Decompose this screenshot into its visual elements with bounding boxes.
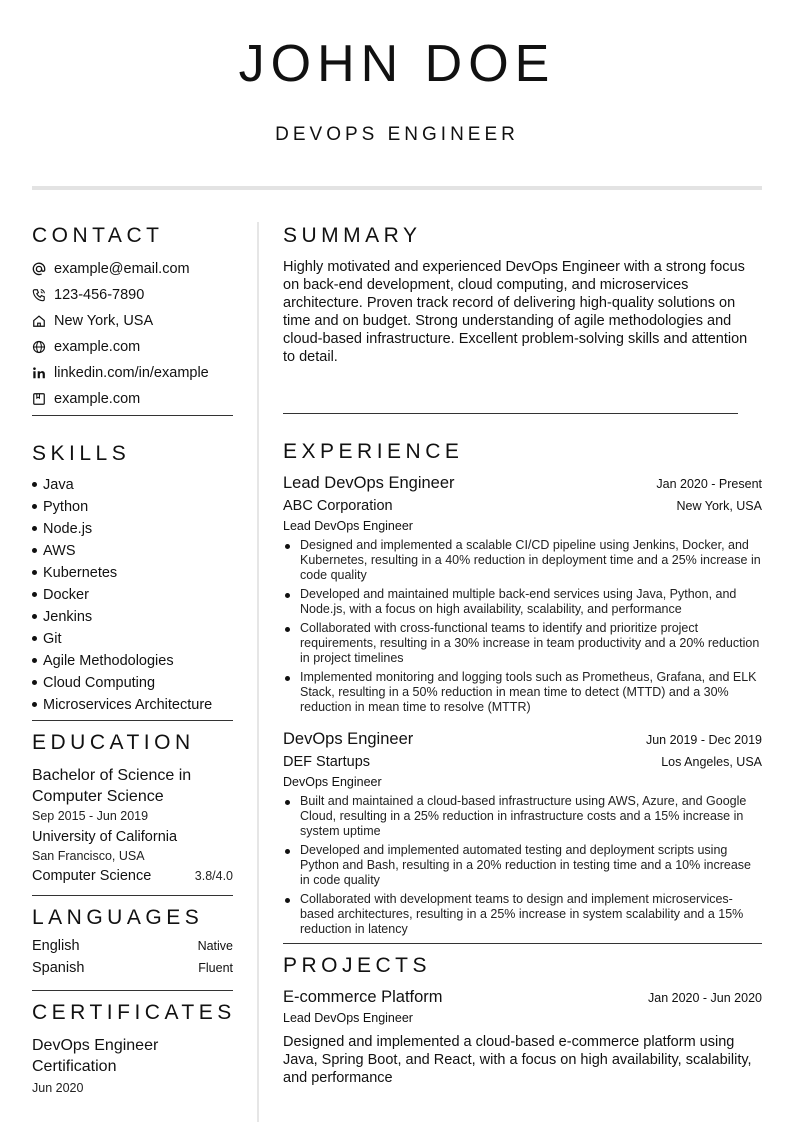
project-name: E-commerce Platform [283,988,443,1006]
job-dates: Jun 2019 - Dec 2019 [645,733,762,747]
job-bullets [283,794,762,937]
skill-item: Docker [32,584,233,606]
skill-item: Java [32,474,233,496]
contact-list [32,256,233,412]
language-name: English [32,938,80,954]
skill-item: Agile Methodologies [32,650,233,672]
job-bullet: Developed and maintained multiple back-end services using Java, Python, and Node.js, with a focus on high availability, scalability, and performance [283,587,762,617]
contact-heading: CONTACT [32,224,164,247]
language-name: Spanish [32,960,85,976]
globe-icon [32,340,46,354]
project-description: Designed and implemented a cloud-based e-commerce platform using Java, Spring Boot, and React, with a focus on high availability, scalability, and performance [283,1034,752,1086]
education-field: Computer Science [32,868,152,884]
skill-item: Kubernetes [32,562,233,584]
job-title-header: DEVOPS ENGINEER [275,124,519,145]
job-location: New York, USA [676,499,762,513]
job-role: DevOps Engineer [283,775,382,789]
language-row [32,938,233,960]
language-level: Fluent [198,961,233,975]
certificates-heading: CERTIFICATES [32,1001,236,1024]
experience-section [283,438,762,944]
phone-icon [32,288,46,302]
project-dates: Jan 2020 - Jun 2020 [648,991,762,1005]
job-bullet: Collaborated with development teams to design and implement microservices-based architectures, resulting in a 25% increase in system scalability and a 15% reduction in latency [283,892,762,937]
skills-section [32,440,233,721]
contact-website[interactable] [32,334,233,360]
contact-portfolio[interactable] [32,386,233,412]
skills-divider [32,720,233,721]
skill-item: Cloud Computing [32,672,233,694]
certificate-name: DevOps Engineer Certification [32,1037,159,1075]
job-role: Lead DevOps Engineer [283,519,413,533]
skill-item: Jenkins [32,606,233,628]
project-role: Lead DevOps Engineer [283,1011,413,1025]
certificates-section [32,999,236,1097]
languages-divider [32,990,233,991]
education-field-row [32,865,233,887]
column-divider [257,222,259,1122]
linkedin-icon [32,366,46,380]
job-bullet: Designed and implemented a scalable CI/CD pipeline using Jenkins, Docker, and Kubernetes, resulting in a 40% reduction in deployment time and a 25% increase in code quality [283,538,762,583]
job-entry [283,472,762,715]
job-entry [283,728,762,937]
education-gpa: 3.8/4.0 [194,869,233,883]
experience-heading: EXPERIENCE [283,440,464,463]
contact-portfolio-text: example.com [54,391,141,407]
projects-section [283,952,762,1087]
summary-heading: SUMMARY [283,224,422,247]
experience-divider [283,943,762,944]
at-icon [32,262,46,276]
contact-location [32,308,233,334]
job-company: ABC Corporation [283,498,393,514]
languages-section [32,904,233,991]
job-company: DEF Startups [283,754,371,770]
education-location: San Francisco, USA [32,849,145,863]
job-title: DevOps Engineer [283,730,414,748]
job-bullets [283,538,762,715]
candidate-name: JOHN DOE [238,35,556,93]
certificate-date: Jun 2020 [32,1081,84,1095]
language-level: Native [197,939,233,953]
projects-heading: PROJECTS [283,954,432,977]
contact-website-text: example.com [54,339,141,355]
summary-section [283,222,762,414]
skills-list [32,474,233,716]
summary-divider [283,413,738,414]
summary-text: Highly motivated and experienced DevOps Engineer with a strong focus on back-end development, cloud computing, and microservices architecture. Proven track record of delivering high-quality solutions on time and on budget. Strong understanding of agile methodologies and cloud-based infrastructure. Excellent problem-solving skills and attention to detail. [283,259,748,365]
education-degree: Bachelor of Science in Computer Science [32,767,192,805]
contact-section [32,222,233,416]
contact-email-text: example@email.com [54,261,190,277]
education-dates: Sep 2015 - Jun 2019 [32,809,149,823]
job-bullet: Implemented monitoring and logging tools such as Prometheus, Grafana, and ELK Stack, resulting in a 50% reduction in mean time to detect (MTTD) and a 30% reduction in mean time to resolve (MTTR) [283,670,762,715]
skill-item: AWS [32,540,233,562]
skill-item: Microservices Architecture [32,694,233,716]
contact-phone[interactable] [32,282,233,308]
left-column [32,222,236,1097]
home-icon [32,314,46,328]
language-row [32,960,233,982]
skill-item: Node.js [32,518,233,540]
job-location: Los Angeles, USA [661,755,762,769]
contact-divider [32,415,233,416]
job-bullet: Collaborated with cross-functional teams to identify and prioritize project requirements, resulting in a 30% increase in team productivity and a 20% reduction in project timelines [283,621,762,666]
contact-linkedin[interactable] [32,360,233,386]
job-bullet: Developed and implemented automated testing and deployment scripts using Python and Bash, resulting in a 20% reduction in testing time and a 10% increase in code quality [283,843,762,888]
education-university: University of California [32,829,178,845]
portfolio-icon [32,392,46,406]
skill-item: Git [32,628,233,650]
skill-item: Python [32,496,233,518]
header-divider [32,186,762,190]
contact-email[interactable] [32,256,233,282]
education-heading: EDUCATION [32,731,195,754]
job-bullet: Built and maintained a cloud-based infrastructure using AWS, Azure, and Google Cloud, resulting in a 25% reduction in infrastructure costs and a 15% increase in system uptime [283,794,762,839]
contact-linkedin-text: linkedin.com/in/example [54,365,209,381]
job-title: Lead DevOps Engineer [283,474,455,492]
contact-location-text: New York, USA [54,313,154,329]
job-dates: Jan 2020 - Present [656,477,762,491]
project-entry [283,986,762,1087]
contact-phone-text: 123-456-7890 [54,287,145,303]
languages-heading: LANGUAGES [32,906,204,929]
right-column [283,222,762,1087]
skills-heading: SKILLS [32,442,131,465]
education-divider [32,895,233,896]
education-section [32,729,233,896]
